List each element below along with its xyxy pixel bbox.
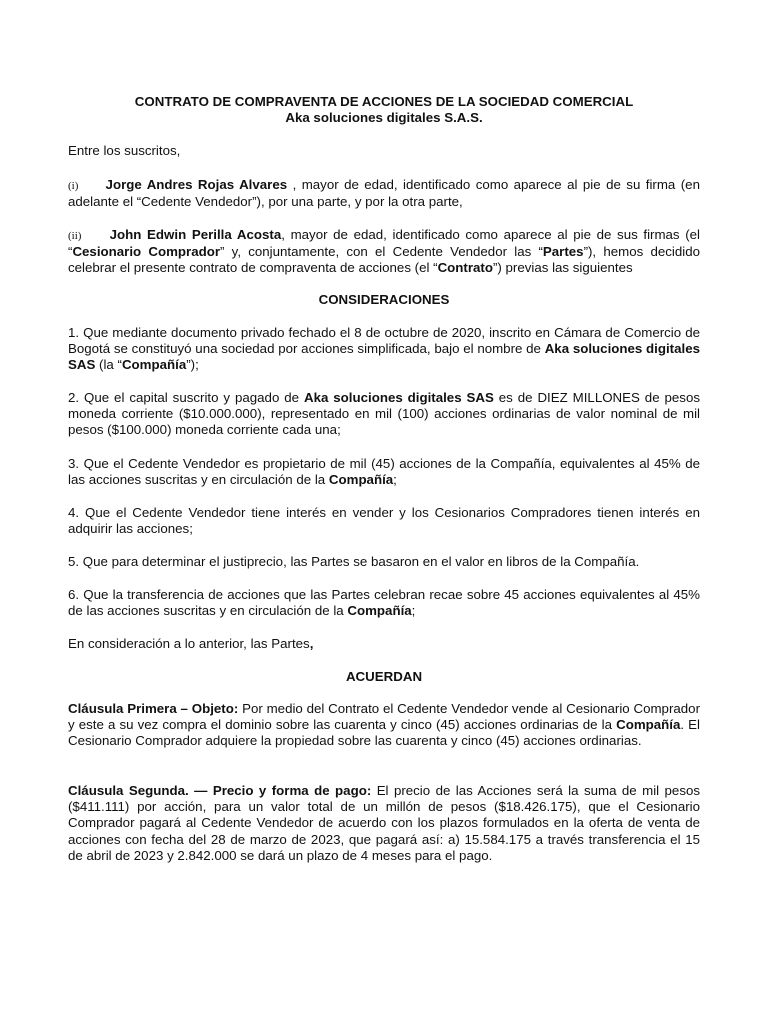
consideration-6: 6. Que la transferencia de acciones que las Partes celebran recae sobre 45 acciones equivalentes al 45% de las acciones suscritas y en circulación de la Compañía; <box>68 587 700 619</box>
company-title: Aka soluciones digitales S.A.S. <box>285 110 483 125</box>
clause-two: Cláusula Segunda. — Precio y forma de pago: El precio de las Acciones será la suma de mil pesos ($411.111) por acción, para un valor total de un millón de pesos ($18.426.175), que el Cesionario Comprador pagará al Cedente Vendedor de acuerdo con los plazos formulados en la oferta de venta de acciones con fecha del 28 de marzo de 2023, que pagará así: a) 15.584.175 a través transferencia el 15 de abril de 2023 y 2.842.000 se dará un plazo de 4 meses para el pago. <box>68 783 701 863</box>
party-two-name: John Edwin Perilla Acosta <box>109 227 282 242</box>
party-one-marker: (i) <box>68 180 79 192</box>
contract-title: CONTRATO DE COMPRAVENTA DE ACCIONES DE LA SOCIEDAD COMERCIAL <box>134 94 634 109</box>
party-two-paragraph: (ii) John Edwin Perilla Acosta, mayor de edad, identificado como aparece al pie de sus firmas (el “Cesionario Comprador” y, conjuntamente, con el Cedente Vendedor las “Partes”), hemos decidido celebrar el presente contrato de compraventa de acciones (el “Contrato”) previas las siguientes <box>68 227 700 276</box>
clause-one-title: Cláusula Primera – Objeto: <box>68 701 239 716</box>
agreement-heading: ACUERDAN <box>345 669 423 684</box>
clause-one: Cláusula Primera – Objeto: Por medio del Contrato el Cedente Vendedor vende al Cesionario Comprador y este a su vez compra el dominio sobre las cuarenta y cinco (45) acciones ordinarias de la Compañía. El Cesionario Comprador adquiere la propiedad sobre las cuarenta y cinco (45) acciones ordinarias. <box>68 701 700 749</box>
party-one-name: Jorge Andres Rojas Alvares <box>105 177 288 192</box>
consideration-5: 5. Que para determinar el justiprecio, las Partes se basaron en el valor en libros de la Compañía. <box>68 554 640 569</box>
clause-two-title: Cláusula Segunda. — Precio y forma de pago: <box>68 783 372 798</box>
consideration-2: 2. Que el capital suscrito y pagado de Aka soluciones digitales SAS es de DIEZ MILLONES de pesos moneda corriente ($10.000.000), representado en mil (100) acciones ordinarias de valor nominal de mil pesos ($100.000) moneda corriente cada una; <box>68 390 700 438</box>
party-one-paragraph: (i) Jorge Andres Rojas Alvares , mayor de edad, identificado como aparece al pie de su firma (en adelante el “Cedente Vendedor”), por una parte, y por la otra parte, <box>68 177 700 210</box>
considerations-heading: CONSIDERACIONES <box>318 292 450 307</box>
consideration-1: 1. Que mediante documento privado fechado el 8 de octubre de 2020, inscrito en Cámara de Comercio de Bogotá se constituyó una sociedad por acciones simplificada, bajo el nombre de Aka soluciones digitales SAS (la “Compañía”); <box>68 325 700 373</box>
consideration-4: 4. Que el Cedente Vendedor tiene interés en vender y los Cesionarios Compradores tienen interés en adquirir las acciones; <box>68 505 700 537</box>
intro-text: Entre los suscritos, <box>68 143 181 158</box>
party-two-marker: (ii) <box>68 230 82 242</box>
closing-text: En consideración a lo anterior, las Partes, <box>68 636 314 651</box>
consideration-3: 3. Que el Cedente Vendedor es propietario de mil (45) acciones de la Compañía, equivalentes al 45% de las acciones suscritas y en circulación de la Compañía; <box>68 456 700 488</box>
